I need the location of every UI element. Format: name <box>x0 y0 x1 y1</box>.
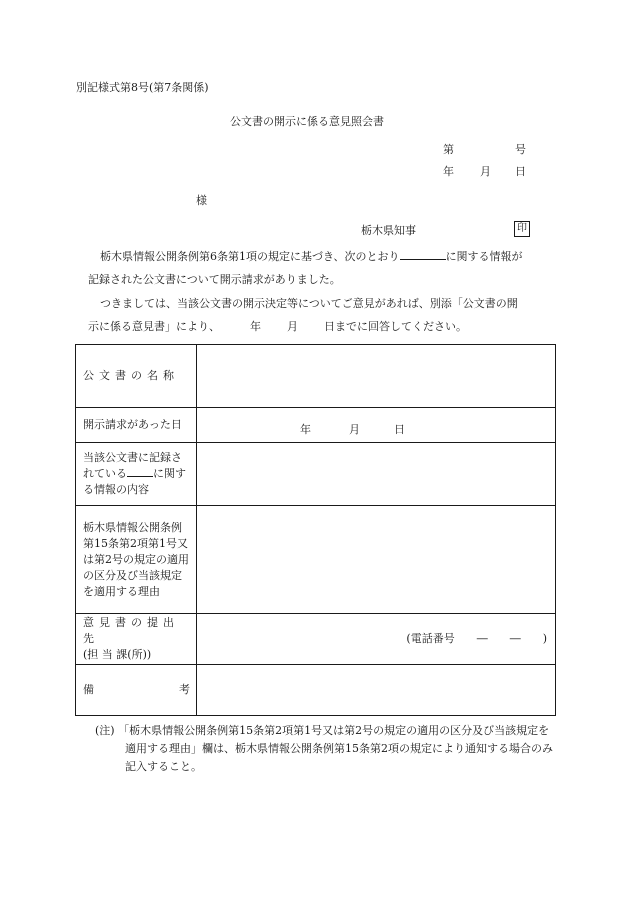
footnote-text: (注) 「栃木県情報公開条例第15条第2項第1号又は第2号の規定の適用の区分及び当該規定を適用する理由」欄は、栃木県情報公開条例第15条第2項の規定により通知する場合のみ記入すること。 <box>95 724 553 773</box>
label-remarks-b: 考 <box>179 683 190 696</box>
table-row <box>76 665 556 716</box>
sender-name: 栃木県知事 <box>361 224 416 237</box>
form-number: 別記様式第8号(第7条関係) <box>76 81 209 94</box>
doc-number-go: 号 <box>515 143 526 156</box>
paragraph-reply <box>76 292 560 338</box>
seal-mark: 印 <box>514 221 530 237</box>
paragraph1-line1-after: に関する情報が <box>445 250 523 263</box>
info-blank <box>127 476 153 477</box>
label-exemption-reason: 栃木県情報公開条例第15条第2項第1号又は第2号の規定の適用の区分及び当該規定を適用する理由 <box>76 506 197 614</box>
request-day: 日 <box>394 423 405 436</box>
paragraph1-line1: 栃木県情報公開条例第6条第1項の規定に基づき、次のとおり <box>100 250 400 263</box>
date-day: 日 <box>515 165 526 178</box>
value-remarks[interactable] <box>197 665 556 716</box>
footnote <box>95 722 557 776</box>
date-month: 月 <box>480 165 491 178</box>
inquiry-table <box>75 344 556 716</box>
table-row <box>76 614 556 665</box>
document-title: 公文書の開示に係る意見照会書 <box>230 115 384 128</box>
doc-number-dai: 第 <box>443 143 454 156</box>
phone-number: (電話番号 ― ― ) <box>406 632 547 645</box>
label-remarks-a: 備 <box>83 683 94 696</box>
addressee-suffix: 様 <box>196 194 207 207</box>
reply-month: 月 <box>287 320 298 333</box>
subject-blank <box>400 259 446 260</box>
request-month: 月 <box>349 423 360 436</box>
date-year: 年 <box>443 165 454 178</box>
paragraph2-line2a: 示に係る意見書」により、 <box>88 320 220 333</box>
label-document-name: 公文書の名称 <box>83 369 179 382</box>
value-info-content[interactable] <box>197 443 556 506</box>
value-exemption-reason[interactable] <box>197 506 556 614</box>
label-request-date: 開示請求があった日 <box>76 408 197 443</box>
value-document-name[interactable] <box>197 345 556 408</box>
label-info-content-a: 当該公文書に記録されている <box>83 451 182 480</box>
table-row <box>76 443 556 506</box>
paragraph-request <box>76 245 560 291</box>
reply-year: 年 <box>250 320 261 333</box>
value-submit-to[interactable] <box>197 614 556 665</box>
paragraph2-line1: つきましては、当該公文書の開示決定等についてご意見があれば、別添「公文書の開 <box>100 297 518 310</box>
table-row <box>76 345 556 408</box>
label-submit-to: 意見書の提出先 <box>83 616 179 645</box>
label-info-content-b: に関する情報の内容 <box>83 467 186 496</box>
paragraph2-line2b: 日までに回答してください。 <box>324 320 467 333</box>
table-row <box>76 408 556 443</box>
label-department: (担 当 課(所)) <box>83 648 152 661</box>
table-row <box>76 506 556 614</box>
request-year: 年 <box>300 423 311 436</box>
paragraph1-line2: 記録された公文書について開示請求がありました。 <box>88 273 341 286</box>
value-request-date[interactable] <box>197 408 556 443</box>
